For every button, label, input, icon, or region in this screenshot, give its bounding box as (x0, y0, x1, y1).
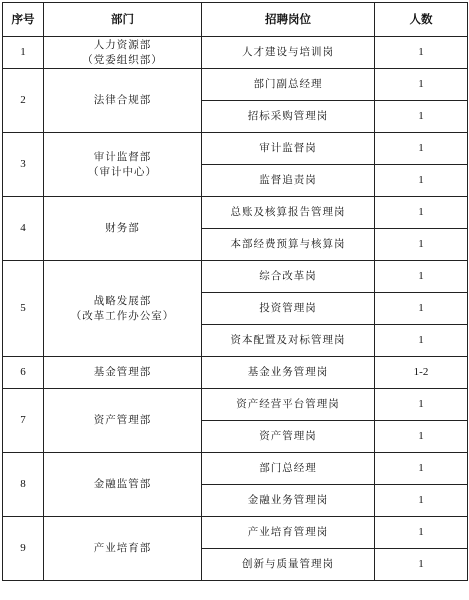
position-cell: 产业培育管理岗 (202, 517, 375, 549)
position-cell: 金融业务管理岗 (202, 485, 375, 517)
seq-cell: 2 (3, 69, 44, 133)
header-position: 招聘岗位 (202, 3, 375, 37)
count-cell: 1 (375, 517, 468, 549)
department-name-line: 财务部 (105, 222, 140, 234)
position-cell: 资本配置及对标管理岗 (202, 325, 375, 357)
department-cell (44, 69, 202, 133)
department-name-line: 人力资源部 (93, 38, 152, 51)
department-cell (44, 389, 202, 453)
table-row (3, 389, 468, 421)
table-row (3, 517, 468, 549)
table-row (3, 37, 468, 69)
recruitment-table (2, 2, 468, 581)
seq-cell: 6 (3, 357, 44, 389)
department-name-line: （改革工作办公室） (70, 309, 175, 322)
position-cell: 招标采购管理岗 (202, 101, 375, 133)
table-row (3, 69, 468, 101)
count-cell: 1 (375, 293, 468, 325)
department-name-line: 战略发展部 (93, 294, 152, 307)
position-cell: 审计监督岗 (202, 133, 375, 165)
position-cell: 总账及核算报告管理岗 (202, 197, 375, 229)
seq-cell: 1 (3, 37, 44, 69)
header-count: 人数 (375, 3, 468, 37)
table-row (3, 357, 468, 389)
department-name-line: 基金管理部 (93, 366, 152, 378)
position-cell: 本部经费预算与核算岗 (202, 229, 375, 261)
count-cell: 1 (375, 261, 468, 293)
department-cell (44, 37, 202, 69)
department-cell (44, 517, 202, 581)
seq-cell: 9 (3, 517, 44, 581)
department-cell (44, 261, 202, 357)
position-cell: 部门总经理 (202, 453, 375, 485)
department-name-line: 金融监管部 (93, 478, 152, 490)
count-cell: 1 (375, 101, 468, 133)
position-cell: 资产经营平台管理岗 (202, 389, 375, 421)
count-cell: 1 (375, 37, 468, 69)
seq-cell: 3 (3, 133, 44, 197)
department-cell (44, 453, 202, 517)
table-body (3, 37, 468, 581)
department-name-line: 资产管理部 (93, 414, 152, 426)
count-cell: 1 (375, 197, 468, 229)
department-name-line: 法律合规部 (93, 94, 152, 106)
seq-cell: 5 (3, 261, 44, 357)
count-cell: 1-2 (375, 357, 468, 389)
count-cell: 1 (375, 389, 468, 421)
position-cell: 创新与质量管理岗 (202, 549, 375, 581)
count-cell: 1 (375, 549, 468, 581)
count-cell: 1 (375, 325, 468, 357)
position-cell: 投资管理岗 (202, 293, 375, 325)
header-row (3, 3, 468, 37)
count-cell: 1 (375, 421, 468, 453)
department-cell (44, 133, 202, 197)
department-name-line: 产业培育部 (93, 542, 152, 554)
header-seq: 序号 (3, 3, 44, 37)
department-cell (44, 197, 202, 261)
position-cell: 人才建设与培训岗 (202, 37, 375, 69)
position-cell: 资产管理岗 (202, 421, 375, 453)
table-row (3, 453, 468, 485)
position-cell: 监督追责岗 (202, 165, 375, 197)
table-row (3, 197, 468, 229)
seq-cell: 7 (3, 389, 44, 453)
seq-cell: 8 (3, 453, 44, 517)
table-row (3, 261, 468, 293)
position-cell: 部门副总经理 (202, 69, 375, 101)
department-cell (44, 357, 202, 389)
count-cell: 1 (375, 229, 468, 261)
count-cell: 1 (375, 133, 468, 165)
department-name-line: （党委组织部） (82, 53, 163, 66)
table-row (3, 133, 468, 165)
count-cell: 1 (375, 165, 468, 197)
position-cell: 基金业务管理岗 (202, 357, 375, 389)
position-cell: 综合改革岗 (202, 261, 375, 293)
department-name-line: 审计监督部 (93, 150, 152, 163)
count-cell: 1 (375, 485, 468, 517)
seq-cell: 4 (3, 197, 44, 261)
count-cell: 1 (375, 453, 468, 485)
count-cell: 1 (375, 69, 468, 101)
department-name-line: （审计中心） (88, 165, 157, 178)
header-department: 部门 (44, 3, 202, 37)
